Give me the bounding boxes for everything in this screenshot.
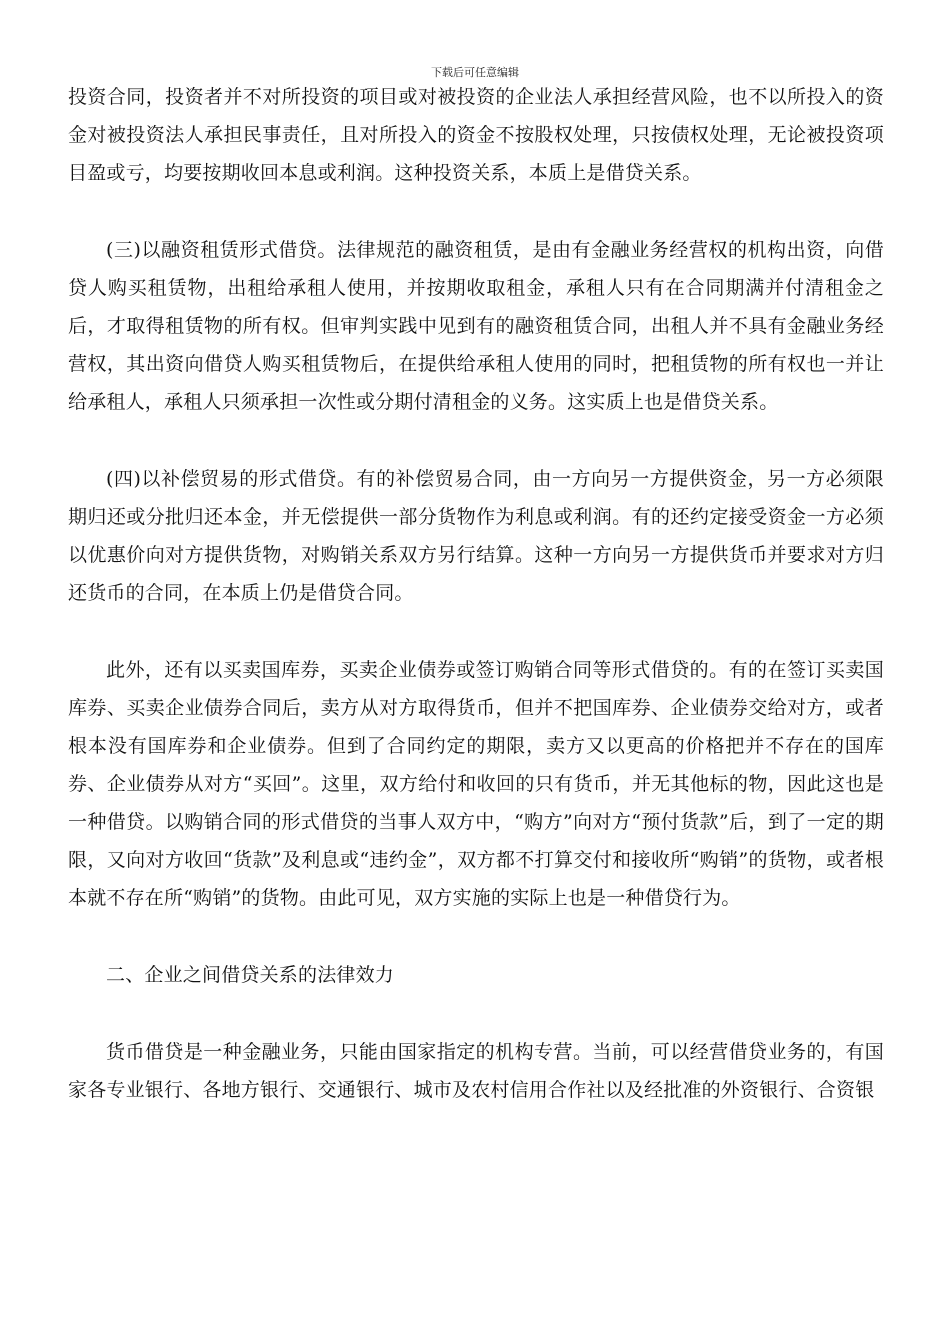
paragraph-gap [68, 192, 884, 231]
header-note: 下载后可任意编辑 [431, 66, 519, 79]
paragraph-gap [68, 612, 884, 651]
paragraph-investment-contract: 投资合同，投资者并不对所投资的项目或对被投资的企业法人承担经营风险，也不以所投入的资金对被投资法人承担民事责任，且对所投入的资金不按股权处理，只按债权处理，无论被投资项目盈或亏，均要按期收回本息或利润。这种投资关系，本质上是借贷关系。 [68, 86, 884, 184]
paragraph-compensation-trade: (四)以补偿贸易的形式借贷。有的补偿贸易合同，由一方向另一方提供资金，另一方必须限期归还或分批归还本金，并无偿提供一部分货物作为利息或利润。有的还约定接受资金一方必须以优惠价向对方提供货物，对购销关系双方另行结算。这种一方向另一方提供货币并要求对方归还货币的合同，在本质上仍是借贷合同。 [68, 468, 884, 604]
paragraph-bonds-and-sales: 此外，还有以买卖国库券，买卖企业债券或签订购销合同等形式借贷的。有的在签订买卖国库券、买卖企业债券合同后，卖方从对方取得货币，但并不把国库券、企业债券交给对方，或者根本没有国库券和企业债券。但到了合同约定的期限，卖方又以更高的价格把并不存在的国库券、企业债券从对方“买回”。这里，双方给付和收回的只有货币，并无其他标的物，因此这也是一种借贷。以购销合同的形式借贷的当事人双方中，“购方”向对方“预付货款”后，到了一定的期限，又向对方收回“货款”及利息或“违约金”，双方都不打算交付和接收所“购销”的货物，或者根本就不存在所“购销”的货物。由此可见，双方实施的实际上也是一种借贷行为。 [68, 659, 884, 909]
paragraph-finance-lease: (三)以融资租赁形式借贷。法律规范的融资租赁，是由有金融业务经营权的机构出资，向借贷人购买租赁物，出租给承租人使用，并按期收取租金，承租人只有在合同期满并付清租金之后，才取得租赁物的所有权。但审判实践中见到有的融资租赁合同，出租人并不具有金融业务经营权，其出资向借贷人购买租赁物后，在提供给承租人使用的同时，把租赁物的所有权也一并让给承租人，承租人只须承担一次性或分期付清租金的义务。这实质上也是借贷关系。 [68, 239, 884, 413]
paragraph-gap [68, 421, 884, 460]
document-body [68, 78, 884, 1109]
paragraph-currency-lending: 货币借贷是一种金融业务，只能由国家指定的机构专营。当前，可以经营借贷业务的，有国家各专业银行、各地方银行、交通银行、城市及农村信用合作社以及经批准的外资银行、合资银 [68, 1041, 884, 1101]
paragraph-gap [68, 994, 884, 1033]
paragraph-gap [68, 917, 884, 956]
section-heading-legal-effect: 二、企业之间借贷关系的法律效力 [106, 964, 395, 986]
